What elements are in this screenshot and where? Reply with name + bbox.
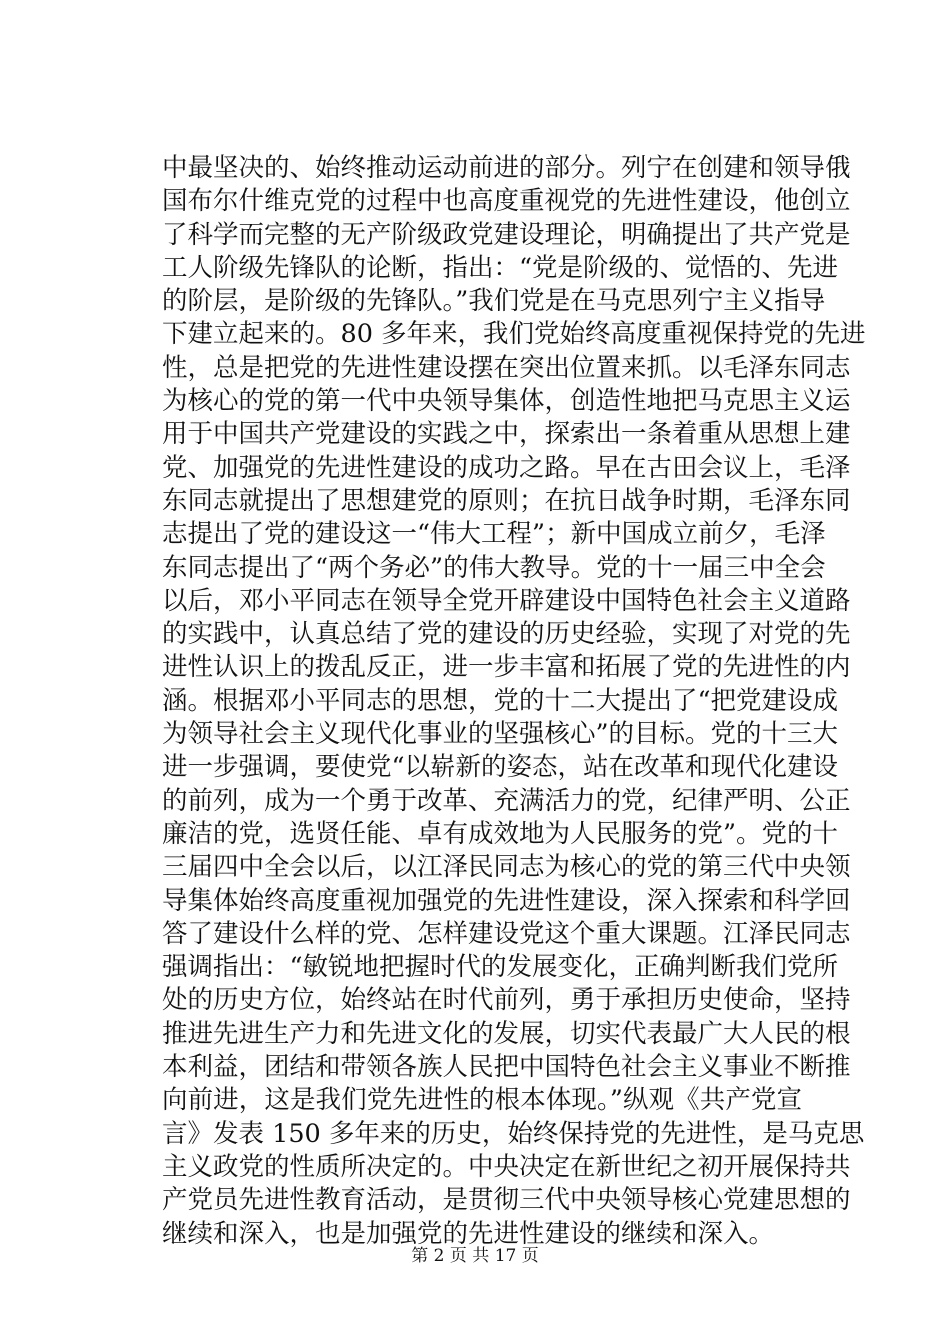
text-line: 答了建设什么样的党、怎样建设党这个重大课题。江泽民同志 (162, 918, 851, 949)
text-line: 东同志提出了“两个务必”的伟大教导。党的十一届三中全会 (162, 552, 826, 583)
text-line: 性，总是把党的先进性建设摆在突出位置来抓。以毛泽东同志 (162, 352, 851, 383)
text-line: 用于中国共产党建设的实践之中，探索出一条着重从思想上建 (162, 419, 851, 450)
text-line: 志提出了党的建设这一“伟大工程”；新中国成立前夕，毛泽 (162, 519, 826, 550)
text-line: 本利益，团结和带领各族人民把中国特色社会主义事业不断推 (162, 1052, 851, 1083)
text-line: 进一步强调，要使党“以崭新的姿态，站在改革和现代化建设 (162, 752, 839, 783)
text-line: 三届四中全会以后，以江泽民同志为核心的党的第三代中央领 (162, 852, 851, 883)
text-line: 国布尔什维克党的过程中也高度重视党的先进性建设，他创立 (162, 186, 851, 217)
text-line: 为核心的党的第一代中央领导集体，创造性地把马克思主义运 (162, 386, 851, 417)
text-line: 的前列，成为一个勇于改革、充满活力的党，纪律严明、公正 (162, 785, 851, 816)
text-line: 工人阶级先锋队的论断，指出：“党是阶级的、觉悟的、先进 (162, 252, 839, 283)
text-line: 的实践中，认真总结了党的建设的历史经验，实现了对党的先 (162, 619, 851, 650)
text-line: 导集体始终高度重视加强党的先进性建设，深入探索和科学回 (162, 885, 851, 916)
text-line: 继续和深入，也是加强党的先进性建设的继续和深入。 (162, 1218, 775, 1249)
text-line: 进性认识上的拨乱反正，进一步丰富和拓展了党的先进性的内 (162, 652, 851, 683)
text-line: 为领导社会主义现代化事业的坚强核心”的目标。党的十三大 (162, 719, 839, 750)
text-line: 中最坚决的、始终推动运动前进的部分。列宁在创建和领导俄 (162, 153, 851, 183)
text-line: 涵。根据邓小平同志的思想，党的十二大提出了“把党建设成 (162, 685, 839, 716)
page-number-footer: 第 2 页 共 17 页 (411, 1246, 539, 1266)
text-line: 了科学而完整的无产阶级政党建设理论，明确提出了共产党是 (162, 219, 851, 250)
text-line: 强调指出：“敏锐地把握时代的发展变化，正确判断我们党所 (162, 952, 839, 983)
text-line: 党、加强党的先进性建设的成功之路。早在古田会议上，毛泽 (162, 452, 851, 483)
text-line: 以后，邓小平同志在领导全党开辟建设中国特色社会主义道路 (162, 585, 851, 616)
text-line: 产党员先进性教育活动，是贯彻三代中央领导核心党建思想的 (162, 1185, 851, 1216)
text-line: 主义政党的性质所决定的。中央决定在新世纪之初开展保持共 (162, 1151, 851, 1182)
text-line: 向前进，这是我们党先进性的根本体现。”纵观《共产党宣 (162, 1085, 802, 1116)
body-paragraph (162, 152, 866, 1251)
text-line: 言》发表 150 多年来的历史，始终保持党的先进性，是马克思 (162, 1118, 865, 1149)
text-line: 处的历史方位，始终站在时代前列，勇于承担历史使命，坚持 (162, 985, 851, 1016)
text-line: 廉洁的党，选贤任能、卓有成效地为人民服务的党”。党的十 (162, 818, 839, 849)
text-line: 东同志就提出了思想建党的原则；在抗日战争时期，毛泽东同 (162, 485, 851, 516)
text-line: 推进先进生产力和先进文化的发展，切实代表最广大人民的根 (162, 1018, 851, 1049)
text-line: 下建立起来的。80 多年来，我们党始终高度重视保持党的先进 (162, 319, 866, 350)
text-line: 的阶层，是阶级的先锋队。”我们党是在马克思列宁主义指导 (162, 286, 826, 317)
